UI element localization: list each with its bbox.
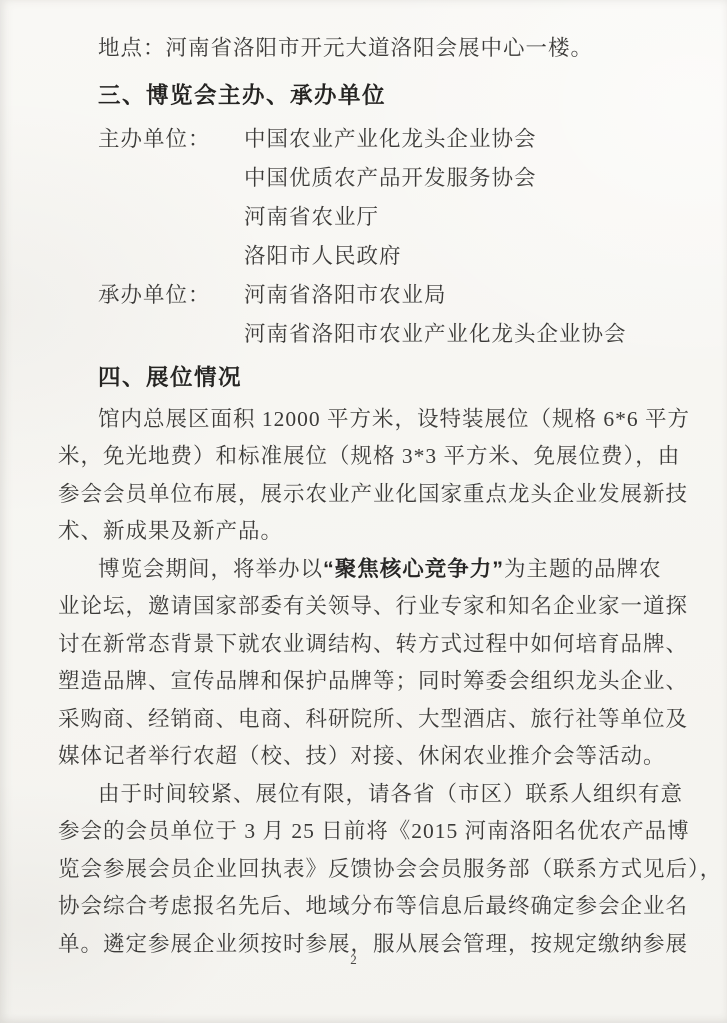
undertaker-row	[58, 276, 672, 315]
paragraph-line: 讨在新常态背景下就农业调结构、转方式过程中如何培育品牌、	[58, 631, 689, 656]
paragraph-line: 览会参展会员企业回执表》反馈协会会员服务部（联系方式见后），	[58, 856, 723, 881]
undertaker-item: 河南省洛阳市农业局	[244, 282, 447, 307]
paragraph-line: 协会综合考虑报名先后、地域分布等信息后最终确定参会企业名	[58, 894, 689, 918]
organizer-item: 中国农业产业化龙头企业协会	[244, 126, 537, 151]
para2-line1-post: 为主题的品牌农	[504, 556, 662, 581]
paragraph-line: 由于时间较紧、展位有限，请各省（市区）联系人组织有意	[98, 781, 684, 806]
paragraph-1	[58, 401, 691, 551]
document-content	[58, 30, 723, 963]
organizer-label: 主办单位：	[98, 126, 211, 151]
paragraph-line: 媒体记者举行农超（校、技）对接、休闲农业推介会等活动。	[58, 744, 666, 768]
paragraph-line: 参会的会员单位于 3 月 25 日前将《2015 河南洛阳名优农产品博	[58, 819, 690, 843]
organizer-row	[58, 159, 672, 198]
paragraph-line: 术、新成果及新产品。	[58, 519, 284, 543]
paragraph-line	[58, 551, 672, 589]
organizer-label-spacer	[58, 198, 244, 237]
paragraph-line: 参会会员单位布展，展示农业产业化国家重点龙头企业发展新技	[58, 481, 689, 506]
organizer-item: 中国优质农产品开发服务协会	[244, 165, 537, 190]
undertaker-label: 承办单位：	[98, 282, 211, 307]
undertaker-label-spacer	[58, 315, 244, 354]
paragraph-3	[58, 776, 723, 964]
organizer-row	[58, 120, 672, 159]
paragraph-line: 塑造品牌、宣传品牌和保护品牌等；同时筹委会组织龙头企业、	[58, 669, 689, 693]
paragraph-line: 单。遴定参展企业须按时参展，服从展会管理，按规定缴纳参展	[58, 931, 689, 956]
paragraph-2	[58, 551, 689, 776]
organizer-row	[58, 198, 672, 237]
organizer-item: 河南省农业厅	[244, 204, 380, 229]
undertaker-row	[58, 315, 672, 354]
paragraph-line: 馆内总展区面积 12000 平方米，设特装展位（规格 6*6 平方	[98, 406, 691, 431]
para2-bold-phrase: “聚焦核心竞争力”	[323, 556, 505, 581]
organizer-list	[58, 120, 672, 354]
section-heading-4: 四、展位情况	[98, 364, 243, 390]
organizer-label-spacer	[58, 159, 244, 198]
para2-line1-pre: 博览会期间，将举办以	[98, 556, 324, 581]
paragraph-line: 米，免光地费）和标准展位（规格 3*3 平方米、免展位费），由	[58, 444, 681, 468]
organizer-row	[58, 237, 672, 276]
section-heading-3: 三、博览会主办、承办单位	[98, 82, 387, 108]
paragraph-line: 采购商、经销商、电商、科研院所、大型酒店、旅行社等单位及	[58, 706, 689, 731]
location-line: 地点：河南省洛阳市开元大道洛阳会展中心一楼。	[98, 36, 594, 60]
page-number: 2	[350, 952, 357, 967]
organizer-item: 洛阳市人民政府	[244, 243, 402, 268]
paragraph-line: 业论坛，邀请国家部委有关领导、行业专家和知名企业家一道探	[58, 594, 689, 618]
organizer-label-spacer	[58, 237, 244, 276]
undertaker-item: 河南省洛阳市农业产业化龙头企业协会	[244, 321, 627, 346]
